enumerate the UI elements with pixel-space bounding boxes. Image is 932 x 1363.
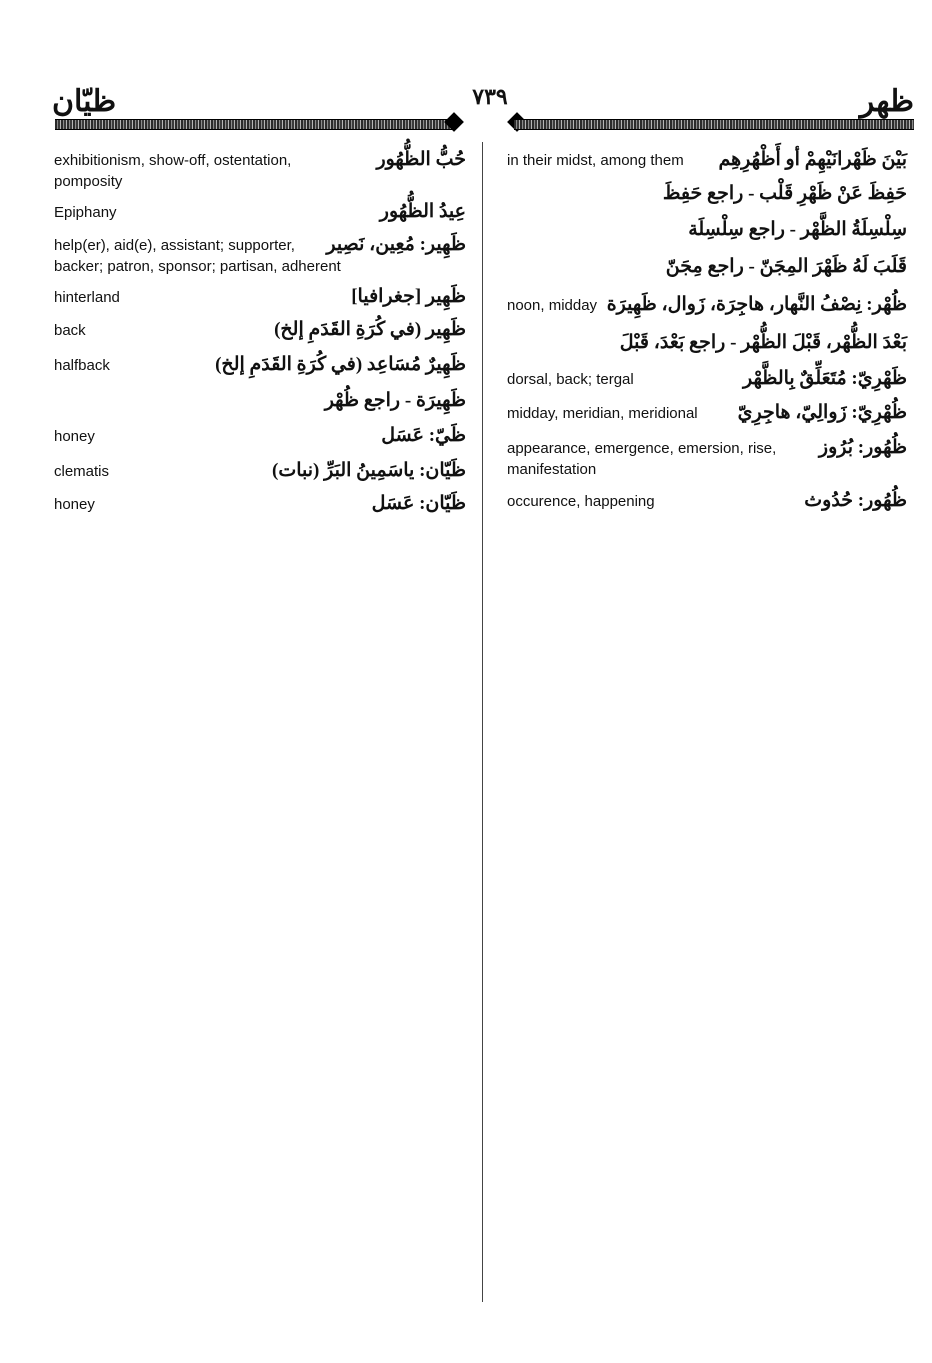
entry-arabic: ظَهْرِيّ: مُتَعَلِّقٌ بِالظَّهْر (743, 368, 907, 389)
entry-arabic: عِيدُ الظُّهُور (379, 201, 466, 222)
dictionary-entry (54, 424, 466, 448)
entry-english: honey (54, 496, 95, 513)
entry-arabic: ظَهِيرٌ مُسَاعِد (في كُرَةِ القَدَمِ إلخ) (215, 354, 466, 375)
dictionary-entry (507, 218, 907, 242)
dictionary-entry (54, 459, 466, 483)
entry-arabic: ظُهُور: حُدُوث (804, 490, 907, 511)
page-number: ٧٣٩ (472, 84, 508, 109)
dictionary-entry (507, 436, 907, 478)
entry-arabic: قَلَبَ لَهُ ظَهْرَ المِجَنّ - راجع مِجَنّ (665, 256, 907, 277)
entry-english: Epiphany (54, 204, 117, 221)
dictionary-entry (507, 182, 907, 206)
dictionary-entry (54, 285, 466, 309)
entry-english: help(er), aid(e), assistant; supporter, (54, 237, 295, 254)
dictionary-entry (507, 401, 907, 425)
entry-arabic: ظَهِيرَة - راجع ظُهْر (324, 390, 466, 411)
entry-arabic: ظَهِير: مُعِين، نَصِير (326, 234, 466, 255)
entry-arabic: ظُهْر: نِصْفُ النَّهار، هاجِرَة، زَوال، ظَهِيرَة (606, 294, 907, 315)
entry-arabic: ظَهِير [جغرافيا] (351, 286, 466, 307)
entry-arabic: سِلْسِلَةُ الظَّهْر - راجع سِلْسِلَة (688, 219, 907, 240)
guide-word-right: ظهر (859, 85, 914, 118)
dictionary-entry (507, 293, 907, 317)
dictionary-entry (54, 353, 466, 377)
dictionary-entry (54, 233, 466, 275)
entry-english: exhibitionism, show-off, ostentation, (54, 152, 292, 169)
entry-arabic: بَعْدَ الظُّهْر، قَبْلَ الظُّهْر - راجع بَعْدَ، قَبْلَ (619, 332, 907, 353)
dictionary-entry (507, 489, 907, 513)
entry-english: honey (54, 428, 95, 445)
entry-english: clematis (54, 463, 110, 480)
entry-english-cont: backer; patron, sponsor; partisan, adherent (54, 258, 341, 275)
entry-arabic: حُبُّ الظُّهُور (376, 149, 466, 170)
entry-arabic: بَيْنَ ظَهْرانَيْهِمْ أو أَظْهُرِهِم (718, 149, 907, 170)
entry-english: hinterland (54, 289, 120, 306)
entry-arabic: ظُهُور: بُرُوز (818, 437, 907, 458)
guide-word-left: ظيّان (52, 85, 117, 118)
entry-arabic: ظَيّان: ياسَمِينُ البَرِّ (نبات) (272, 460, 466, 481)
dictionary-entry (54, 318, 466, 342)
dictionary-entry (507, 331, 907, 355)
entry-english: occurence, happening (507, 493, 655, 510)
entry-english-cont: pomposity (54, 173, 123, 190)
entry-english: in their midst, among them (507, 152, 684, 169)
dictionary-entry (507, 255, 907, 279)
entry-english: dorsal, back; tergal (507, 371, 634, 388)
entry-arabic: ظَيّان: عَسَل (371, 493, 466, 514)
entry-arabic: ظَهِير (في كُرَةِ القَدَمِ إلخ) (274, 319, 466, 340)
entry-english: midday, meridian, meridional (507, 405, 698, 422)
entry-arabic: ظَيّ: عَسَل (381, 425, 466, 446)
entry-english-cont: manifestation (507, 461, 597, 478)
entry-arabic: حَفِظَ عَنْ ظَهْرِ قَلْب - راجع حَفِظَ (662, 183, 907, 204)
header-band-left (55, 119, 455, 130)
entry-english: back (54, 322, 86, 339)
dictionary-entry (54, 389, 466, 413)
entry-arabic: ظُهْرِيّ: زَوالِيّ، هاجِرِيّ (737, 402, 907, 423)
dictionary-entry (54, 148, 466, 190)
entry-english: appearance, emergence, emersion, rise, (507, 440, 777, 457)
entry-english: noon, midday (507, 297, 598, 314)
dictionary-entry (54, 492, 466, 516)
entry-english: halfback (54, 357, 110, 374)
column-divider (482, 142, 483, 1302)
dictionary-entry (54, 200, 466, 224)
dictionary-entry (507, 367, 907, 391)
header-band-right (514, 119, 914, 130)
dictionary-entry (507, 148, 907, 172)
